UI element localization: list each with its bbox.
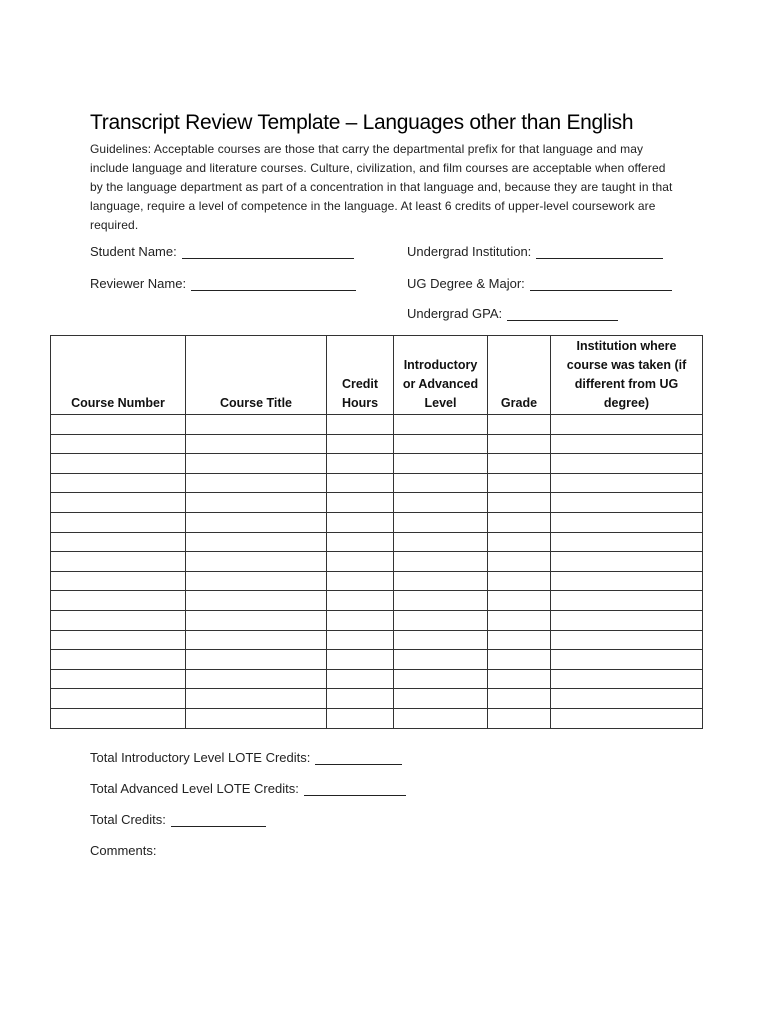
undergrad-institution-blank[interactable] <box>536 244 663 259</box>
undergrad-institution-field <box>407 244 663 259</box>
header-level-text: Introductory or Advanced Level <box>402 358 479 410</box>
credit-hours-cell[interactable] <box>327 650 394 670</box>
course-number-cell[interactable] <box>51 610 186 630</box>
table-row <box>51 434 703 454</box>
total-advanced-field <box>90 781 406 796</box>
course-number-cell[interactable] <box>51 591 186 611</box>
student-name-field <box>90 244 354 259</box>
page-title: Transcript Review Template – Languages other than English <box>90 111 634 134</box>
table-row <box>51 669 703 689</box>
grade-cell[interactable] <box>488 434 551 454</box>
comments-label: Comments: <box>90 843 157 858</box>
level-cell[interactable] <box>394 552 488 572</box>
grade-cell[interactable] <box>488 571 551 591</box>
institution-cell[interactable] <box>551 571 703 591</box>
grade-cell[interactable] <box>488 689 551 709</box>
grade-cell[interactable] <box>488 610 551 630</box>
header-institution-text: Institution where course was taken (if different from UG degree) <box>566 339 687 410</box>
table-row <box>51 512 703 532</box>
course-number-cell[interactable] <box>51 493 186 513</box>
header-institution <box>551 336 703 415</box>
course-number-cell[interactable] <box>51 571 186 591</box>
table-row <box>51 571 703 591</box>
credit-hours-cell[interactable] <box>327 473 394 493</box>
institution-cell[interactable] <box>551 493 703 513</box>
course-title-cell[interactable] <box>186 454 327 474</box>
course-title-cell[interactable] <box>186 552 327 572</box>
institution-cell[interactable] <box>551 512 703 532</box>
level-cell[interactable] <box>394 434 488 454</box>
total-introductory-label: Total Introductory Level LOTE Credits: <box>90 750 311 765</box>
institution-cell[interactable] <box>551 708 703 728</box>
reviewer-name-blank[interactable] <box>191 276 356 291</box>
credit-hours-cell[interactable] <box>327 689 394 709</box>
total-credits-blank[interactable] <box>171 812 266 827</box>
grade-cell[interactable] <box>488 552 551 572</box>
level-cell[interactable] <box>394 493 488 513</box>
course-number-cell[interactable] <box>51 473 186 493</box>
table-row <box>51 532 703 552</box>
credit-hours-cell[interactable] <box>327 454 394 474</box>
total-introductory-field <box>90 750 402 765</box>
course-title-cell[interactable] <box>186 473 327 493</box>
total-advanced-label: Total Advanced Level LOTE Credits: <box>90 781 299 796</box>
credit-hours-cell[interactable] <box>327 434 394 454</box>
credit-hours-cell[interactable] <box>327 669 394 689</box>
grade-cell[interactable] <box>488 669 551 689</box>
table-row <box>51 630 703 650</box>
credit-hours-cell[interactable] <box>327 512 394 532</box>
institution-cell[interactable] <box>551 591 703 611</box>
institution-cell[interactable] <box>551 532 703 552</box>
grade-cell[interactable] <box>488 532 551 552</box>
course-table-body <box>51 415 703 729</box>
total-advanced-blank[interactable] <box>304 781 406 796</box>
grade-cell[interactable] <box>488 473 551 493</box>
total-introductory-blank[interactable] <box>315 750 402 765</box>
grade-cell[interactable] <box>488 512 551 532</box>
grade-cell[interactable] <box>488 415 551 435</box>
student-name-label: Student Name: <box>90 244 177 259</box>
credit-hours-cell[interactable] <box>327 552 394 572</box>
table-row <box>51 591 703 611</box>
header-level <box>394 336 488 415</box>
institution-cell[interactable] <box>551 415 703 435</box>
table-row <box>51 610 703 630</box>
total-credits-field <box>90 812 266 827</box>
level-cell[interactable] <box>394 591 488 611</box>
table-row <box>51 493 703 513</box>
header-grade: Grade <box>488 336 551 415</box>
level-cell[interactable] <box>394 610 488 630</box>
course-number-cell[interactable] <box>51 708 186 728</box>
course-number-cell[interactable] <box>51 532 186 552</box>
institution-cell[interactable] <box>551 434 703 454</box>
course-title-cell[interactable] <box>186 669 327 689</box>
level-cell[interactable] <box>394 650 488 670</box>
table-row <box>51 650 703 670</box>
level-cell[interactable] <box>394 512 488 532</box>
course-number-cell[interactable] <box>51 454 186 474</box>
institution-cell[interactable] <box>551 689 703 709</box>
header-credit-hours <box>327 336 394 415</box>
level-cell[interactable] <box>394 571 488 591</box>
credit-hours-cell[interactable] <box>327 630 394 650</box>
institution-cell[interactable] <box>551 669 703 689</box>
header-credit-hours-text: Credit Hours <box>341 377 379 410</box>
grade-cell[interactable] <box>488 591 551 611</box>
undergrad-gpa-blank[interactable] <box>507 306 618 321</box>
table-row <box>51 552 703 572</box>
undergrad-gpa-label: Undergrad GPA: <box>407 306 503 321</box>
course-number-cell[interactable] <box>51 512 186 532</box>
header-course-title: Course Title <box>186 336 327 415</box>
total-credits-label: Total Credits: <box>90 812 166 827</box>
course-number-cell[interactable] <box>51 650 186 670</box>
credit-hours-cell[interactable] <box>327 571 394 591</box>
student-name-blank[interactable] <box>182 244 354 259</box>
credit-hours-cell[interactable] <box>327 415 394 435</box>
table-row <box>51 689 703 709</box>
table-row <box>51 415 703 435</box>
ug-degree-major-blank[interactable] <box>530 276 672 291</box>
course-title-cell[interactable] <box>186 532 327 552</box>
course-table <box>50 335 703 729</box>
header-course-number: Course Number <box>51 336 186 415</box>
institution-cell[interactable] <box>551 630 703 650</box>
institution-cell[interactable] <box>551 473 703 493</box>
course-title-cell[interactable] <box>186 493 327 513</box>
course-title-cell[interactable] <box>186 650 327 670</box>
grade-cell[interactable] <box>488 650 551 670</box>
grade-cell[interactable] <box>488 493 551 513</box>
credit-hours-cell[interactable] <box>327 610 394 630</box>
level-cell[interactable] <box>394 689 488 709</box>
course-number-cell[interactable] <box>51 415 186 435</box>
institution-cell[interactable] <box>551 610 703 630</box>
credit-hours-cell[interactable] <box>327 708 394 728</box>
institution-cell[interactable] <box>551 454 703 474</box>
course-title-cell[interactable] <box>186 591 327 611</box>
level-cell[interactable] <box>394 669 488 689</box>
undergrad-gpa-field <box>407 306 618 321</box>
course-number-cell[interactable] <box>51 630 186 650</box>
undergrad-institution-label: Undergrad Institution: <box>407 244 532 259</box>
grade-cell[interactable] <box>488 708 551 728</box>
credit-hours-cell[interactable] <box>327 493 394 513</box>
ug-degree-major-field <box>407 276 672 291</box>
institution-cell[interactable] <box>551 552 703 572</box>
guidelines-text: Guidelines: Acceptable courses are those that carry the departmental prefix for that language and may include language and literature courses. Culture, civilization, and film courses are acceptable when offered by the language department as part of a concentration in that language and, because they are taught in that language, require a level of competence in the language. At least 6 credits of upper-level coursework are required. <box>90 142 673 232</box>
comments-field <box>90 843 156 858</box>
course-title-cell[interactable] <box>186 415 327 435</box>
reviewer-name-label: Reviewer Name: <box>90 276 187 291</box>
grade-cell[interactable] <box>488 630 551 650</box>
table-row <box>51 473 703 493</box>
institution-cell[interactable] <box>551 650 703 670</box>
course-title-cell[interactable] <box>186 689 327 709</box>
table-header-row <box>51 336 703 415</box>
course-number-cell[interactable] <box>51 434 186 454</box>
course-number-cell[interactable] <box>51 552 186 572</box>
level-cell[interactable] <box>394 630 488 650</box>
credit-hours-cell[interactable] <box>327 532 394 552</box>
course-title-cell[interactable] <box>186 630 327 650</box>
course-title-cell[interactable] <box>186 610 327 630</box>
course-title-cell[interactable] <box>186 434 327 454</box>
ug-degree-major-label: UG Degree & Major: <box>407 276 525 291</box>
course-title-cell[interactable] <box>186 571 327 591</box>
level-cell[interactable] <box>394 708 488 728</box>
level-cell[interactable] <box>394 473 488 493</box>
level-cell[interactable] <box>394 454 488 474</box>
table-row <box>51 708 703 728</box>
table-row <box>51 454 703 474</box>
course-title-cell[interactable] <box>186 708 327 728</box>
course-title-cell[interactable] <box>186 512 327 532</box>
level-cell[interactable] <box>394 415 488 435</box>
grade-cell[interactable] <box>488 454 551 474</box>
level-cell[interactable] <box>394 532 488 552</box>
course-number-cell[interactable] <box>51 669 186 689</box>
course-number-cell[interactable] <box>51 689 186 709</box>
reviewer-name-field <box>90 276 356 291</box>
credit-hours-cell[interactable] <box>327 591 394 611</box>
